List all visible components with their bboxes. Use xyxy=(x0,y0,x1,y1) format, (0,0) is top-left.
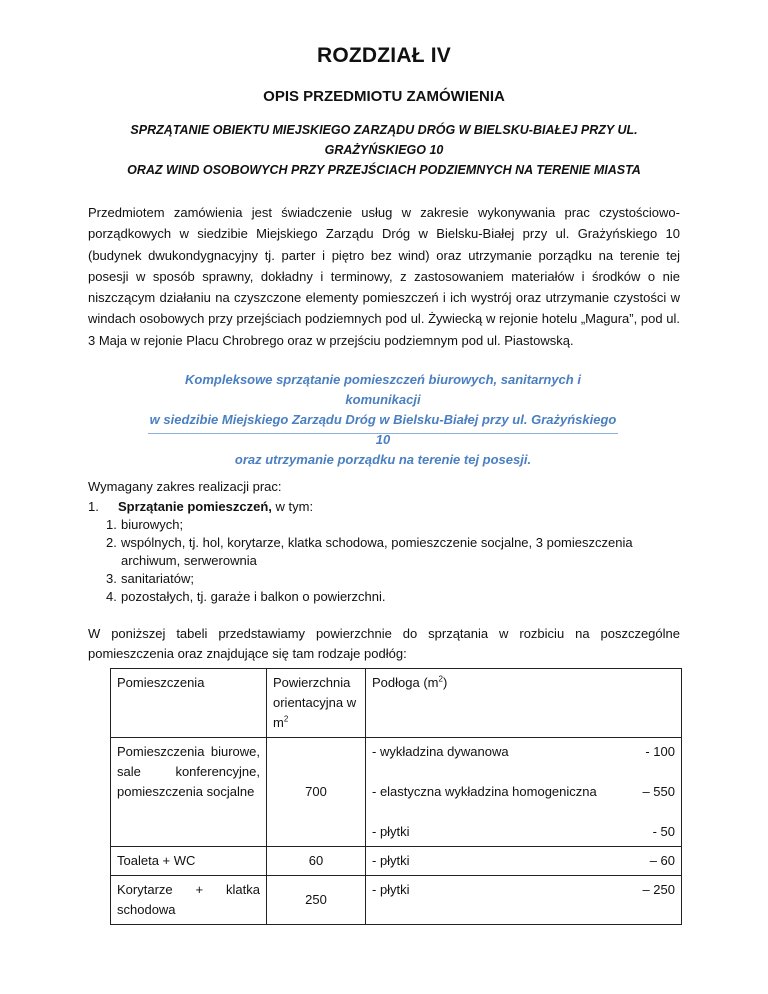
table-row xyxy=(111,847,682,876)
floor-type: - wykładzina dywanowa xyxy=(372,744,509,759)
floor-type: - płytki xyxy=(372,882,410,897)
scope-sublist xyxy=(106,516,680,606)
floor-value: – 550 xyxy=(642,784,675,799)
subitem-text: wspólnych, tj. hol, korytarze, klatka schodowa, pomieszczenie socjalne, 3 pomieszczenia archiwum, serwerownia xyxy=(121,535,633,568)
floor-entry xyxy=(372,782,675,802)
header-floor xyxy=(366,669,682,738)
highlight-box xyxy=(148,370,618,470)
floor-entry xyxy=(372,742,675,762)
highlight-line-2: w siedzibie Miejskiego Zarządu Dróg w Bielsku-Białej przy ul. Grażyńskiego 10 xyxy=(149,412,617,447)
scope-label: Wymagany zakres realizacji prac: xyxy=(88,479,282,494)
intro-paragraph: Przedmiotem zamówienia jest świadczenie usług w zakresie wykonywania prac czystościowo-porządkowych w siedzibie Miejskiego Zarządu Dróg w Bielsku-Białej przy ul. Grażyńskiego 10 (budynek dwukondygnacyjny tj. parter i piętro bez wind) oraz utrzymanie porządku na terenie tej posesji w sposób sprawny, dokładny i terminowy, z zastosowaniem materiałów i środków o nie niszczącym działaniu na czyszczone elementy pomieszczeń i ich wystrój oraz utrzymanie czystości w windach osobowych przy przejściach podziemnych pod ul. Żywiecką w rejonie hotelu „Magura”, pod ul. 3 Maja w rejonie Placu Chrobrego oraz w przejściu podziemnym pod ul. Piastowską. xyxy=(88,205,680,348)
area-cell: 60 xyxy=(267,847,366,876)
header-rooms-label: Pomieszczenia xyxy=(117,675,205,690)
floor-spacer xyxy=(372,802,675,822)
highlight-line-1: Kompleksowe sprzątanie pomieszczeń biurowych, sanitarnych i komunikacji xyxy=(185,372,581,407)
subitem-text: biurowych; xyxy=(121,517,184,532)
header-area-label: Powierzchnia orientacyjna w m xyxy=(273,675,357,730)
subitem-text: sanitariatów; xyxy=(121,571,194,586)
chapter-title: ROZDZIAŁ IV xyxy=(316,44,452,67)
subitem-text: pozostałych, tj. garaże i balkon o powierzchni. xyxy=(121,589,386,604)
floor-spacer xyxy=(372,762,675,782)
object-title-line-2: ORAZ WIND OSOBOWYCH PRZY PRZEJŚCIACH PODZIEMNYCH NA TERENIE MIASTA xyxy=(127,163,641,177)
header-area-sup: 2 xyxy=(283,714,289,724)
floor-entry xyxy=(372,822,675,842)
table-header-row xyxy=(111,669,682,738)
scope-subitem xyxy=(106,534,680,570)
floor-cell xyxy=(366,847,682,876)
floor-type: - płytki xyxy=(372,824,410,839)
object-title-line-1: SPRZĄTANIE OBIEKTU MIEJSKIEGO ZARZĄDU DRÓG W BIELSKU-BIAŁEJ PRZY UL. GRAŻYŃSKIEGO 10 xyxy=(130,123,638,157)
scope-subitem xyxy=(106,516,680,534)
scope-main-bold: Sprzątanie pomieszczeń, xyxy=(118,499,272,514)
scope-subitem xyxy=(106,570,680,588)
scope-main-rest: w tym: xyxy=(271,499,314,514)
header-floor-label: Podłoga (m xyxy=(372,675,439,690)
header-rooms xyxy=(111,669,267,738)
scope-subitem xyxy=(106,588,680,606)
floor-entry xyxy=(372,851,675,871)
floor-value: – 250 xyxy=(642,882,675,897)
header-floor-close: ) xyxy=(442,675,448,690)
subitem-number: 4. xyxy=(106,589,117,604)
area-cell: 250 xyxy=(267,876,366,925)
scope-main-number: 1. xyxy=(88,499,99,514)
subitem-number: 2. xyxy=(106,535,117,550)
subitem-number: 3. xyxy=(106,571,117,586)
scope-section xyxy=(88,478,680,606)
floor-value: – 60 xyxy=(649,853,675,868)
floor-cell xyxy=(366,876,682,925)
section-subtitle: OPIS PRZEDMIOTU ZAMÓWIENIA xyxy=(263,88,505,105)
floor-cell xyxy=(366,738,682,847)
scope-main-item xyxy=(88,498,680,516)
floor-value: - 100 xyxy=(645,744,675,759)
contract-object-title xyxy=(80,120,688,180)
floor-entry xyxy=(372,880,675,900)
highlight-divider xyxy=(148,433,618,434)
subitem-number: 1. xyxy=(106,517,117,532)
area-table xyxy=(110,668,682,925)
floor-type: - elastyczna wykładzina homogeniczna xyxy=(372,784,597,799)
header-area xyxy=(267,669,366,738)
header-floor-sup: 2 xyxy=(438,674,443,684)
scope-main-text xyxy=(118,498,313,516)
highlight-line-3: oraz utrzymanie porządku na terenie tej posesji. xyxy=(234,452,532,467)
room-cell: Korytarze + klatka schodowa xyxy=(111,876,267,925)
table-row xyxy=(111,738,682,847)
table-row xyxy=(111,876,682,925)
floor-type: - płytki xyxy=(372,853,410,868)
floor-value: - 50 xyxy=(652,824,675,839)
room-cell: Pomieszczenia biurowe, sale konferencyjne, pomieszczenia socjalne xyxy=(111,738,267,847)
room-cell: Toaleta + WC xyxy=(111,847,267,876)
table-intro-paragraph: W poniższej tabeli przedstawiamy powierzchnie do sprzątania w rozbiciu na poszczególne pomieszczenia oraz znajdujące się tam rodzaje podłóg: xyxy=(88,626,680,661)
area-cell: 700 xyxy=(267,738,366,847)
